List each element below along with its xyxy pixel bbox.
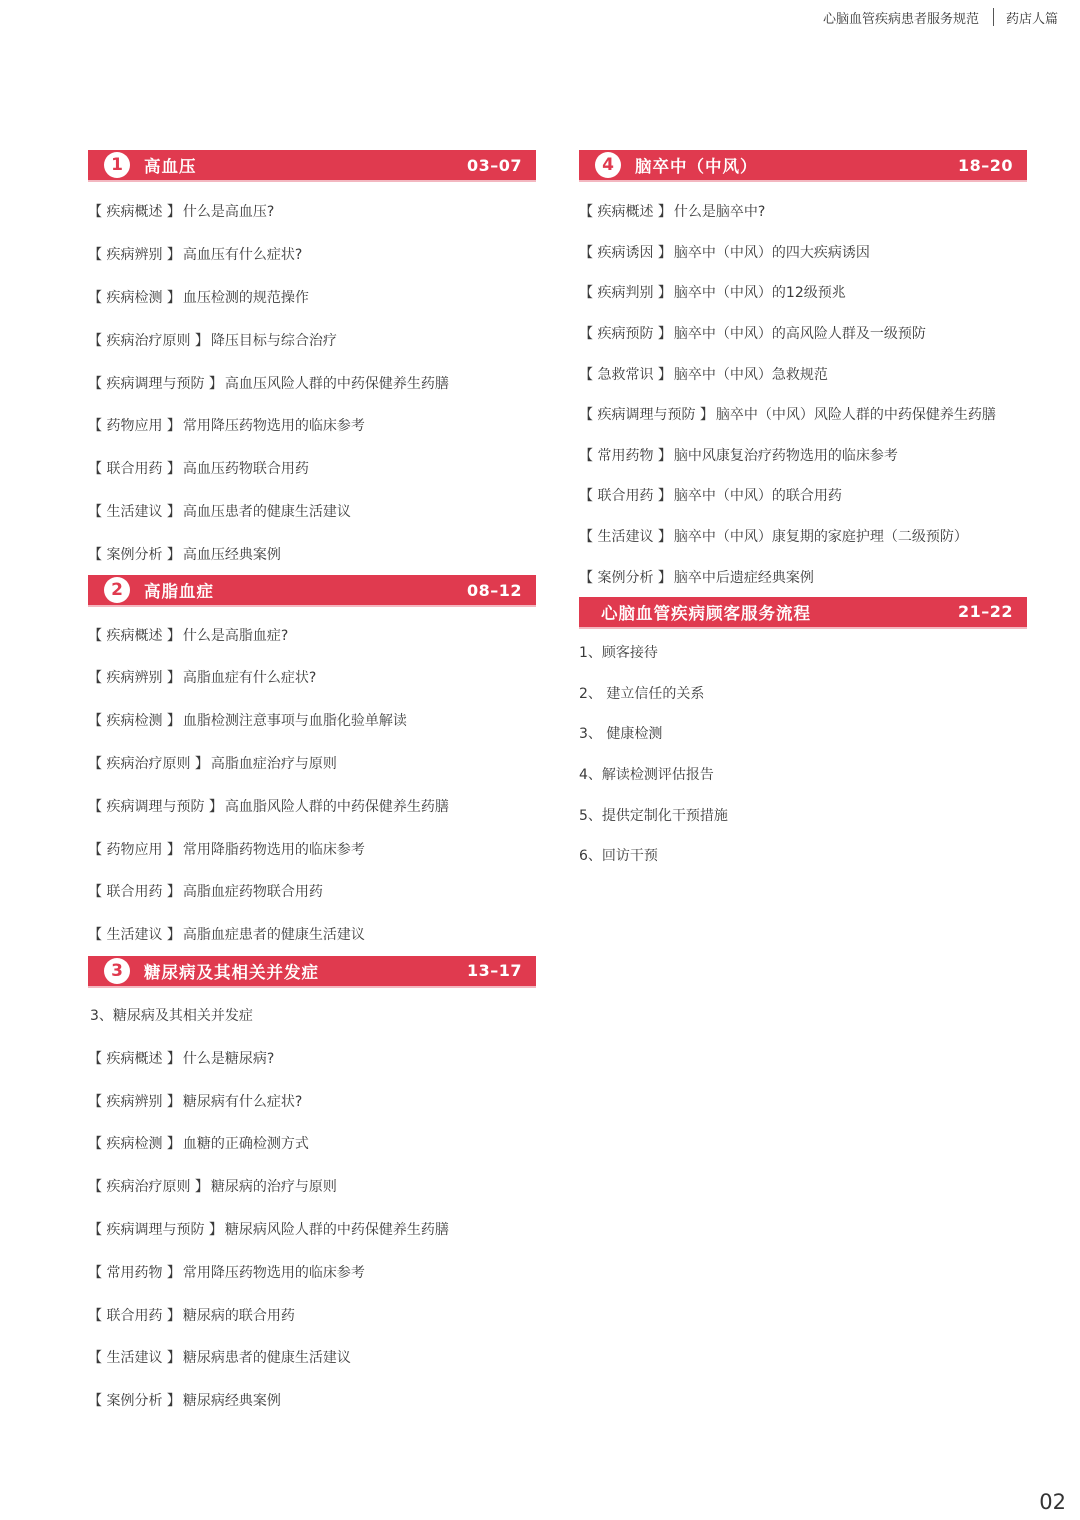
toc-item[interactable]: 【 疾病检测 】 血糖的正确检测方式 [88, 1136, 309, 1153]
toc-item[interactable]: 5、提供定制化干预措施 [579, 807, 728, 824]
section-item-list [579, 182, 1027, 597]
section-item-list [88, 607, 536, 955]
toc-item[interactable]: 【 疾病治疗原则 】 糖尿病的治疗与原则 [88, 1179, 337, 1196]
toc-item[interactable]: 【 疾病治疗原则 】 高脂血症治疗与原则 [88, 755, 337, 772]
toc-item[interactable]: 1、顾客接待 [579, 645, 658, 662]
section-header-service-process[interactable] [579, 597, 1027, 629]
section-number-badge: 4 [595, 152, 621, 178]
section-item-list [88, 988, 536, 1422]
toc-item[interactable]: 【 生活建议 】 脑卒中（中风）康复期的家庭护理（二级预防） [579, 529, 968, 546]
header-doc-title: 心脑血管疾病患者服务规范 [822, 11, 979, 27]
toc-item[interactable]: 【 生活建议 】 糖尿病患者的健康生活建议 [88, 1350, 351, 1367]
toc-item[interactable]: 【 疾病预防 】 脑卒中（中风）的高风险人群及一级预防 [579, 326, 926, 343]
toc-right-column [579, 150, 1027, 876]
section-page-range: 13–17 [466, 961, 522, 981]
section-number-badge: 1 [104, 152, 130, 178]
toc-item[interactable]: 【 药物应用 】 常用降脂药物选用的临床参考 [88, 841, 365, 858]
section-page-range: 03–07 [466, 155, 522, 175]
section-header-diabetes[interactable] [88, 956, 536, 988]
toc-item[interactable]: 【 联合用药 】 高脂血症药物联合用药 [88, 884, 323, 901]
toc-item[interactable]: 【 生活建议 】 高血压患者的健康生活建议 [88, 503, 351, 520]
section-item-list [88, 182, 536, 575]
toc-item[interactable]: 【 疾病辨别 】 高脂血症有什么症状? [88, 670, 317, 687]
toc-item[interactable]: 【 急救常识 】 脑卒中（中风）急救规范 [579, 366, 828, 383]
toc-item[interactable]: 【 疾病调理与预防 】 糖尿病风险人群的中药保健养生药膳 [88, 1221, 449, 1238]
section-header-stroke[interactable] [579, 150, 1027, 182]
toc-item[interactable]: 【 疾病辨别 】 糖尿病有什么症状? [88, 1093, 303, 1110]
section-title: 高血压 [144, 157, 197, 176]
section-number-badge: 2 [104, 577, 130, 603]
toc-item[interactable]: 6、回访干预 [579, 848, 658, 865]
header-divider [993, 8, 994, 26]
toc-item[interactable]: 3、 健康检测 [579, 726, 663, 743]
toc-item[interactable]: 【 联合用药 】 高血压药物联合用药 [88, 461, 309, 478]
toc-item[interactable]: 【 药物应用 】 常用降压药物选用的临床参考 [88, 418, 365, 435]
section-page-range: 08–12 [466, 580, 522, 600]
toc-item[interactable]: 【 疾病辨别 】 高血压有什么症状? [88, 247, 303, 264]
toc-item[interactable]: 【 疾病检测 】 血脂检测注意事项与血脂化验单解读 [88, 713, 407, 730]
toc-item[interactable]: 【 案例分析 】 糖尿病经典案例 [88, 1393, 281, 1410]
toc-item[interactable]: 【 疾病概述 】 什么是糖尿病? [88, 1050, 275, 1067]
section-title: 高脂血症 [144, 582, 214, 602]
page-number: 02 [1039, 1490, 1066, 1514]
section-page-range: 18–20 [957, 155, 1013, 175]
toc-item[interactable]: 【 疾病检测 】 血压检测的规范操作 [88, 289, 309, 306]
section-header-hypertension[interactable] [88, 150, 536, 182]
toc-item[interactable]: 【 常用药物 】 常用降压药物选用的临床参考 [88, 1264, 365, 1281]
toc-item[interactable]: 【 疾病概述 】 什么是高脂血症? [88, 627, 289, 644]
toc-item[interactable]: 【 疾病调理与预防 】 高血脂风险人群的中药保健养生药膳 [88, 798, 449, 815]
toc-item[interactable]: 【 疾病诱因 】 脑卒中（中风）的四大疾病诱因 [579, 244, 870, 261]
toc-item[interactable]: 【 联合用药 】 糖尿病的联合用药 [88, 1307, 295, 1324]
section-title: 糖尿病及其相关并发症 [144, 962, 319, 982]
toc-item[interactable]: 4、解读检测评估报告 [579, 767, 714, 784]
toc-item[interactable]: 【 案例分析 】 脑卒中后遗症经典案例 [579, 569, 814, 586]
section-page-range: 21–22 [957, 602, 1013, 622]
section-header-hyperlipidemia[interactable] [88, 575, 536, 607]
section-title: 心脑血管疾病顾客服务流程 [601, 603, 811, 623]
toc-item[interactable]: 【 疾病概述 】 什么是脑卒中? [579, 204, 766, 221]
section-item-list [579, 629, 1027, 876]
toc-item[interactable]: 【 疾病判别 】 脑卒中（中风）的12级预兆 [579, 285, 846, 302]
toc-item[interactable]: 3、糖尿病及其相关并发症 [90, 1007, 253, 1024]
toc-left-column [88, 150, 536, 1422]
toc-item[interactable]: 【 案例分析 】 高血压经典案例 [88, 546, 281, 563]
toc-item[interactable]: 【 疾病治疗原则 】 降压目标与综合治疗 [88, 332, 337, 349]
header-section-label: 药店人篇 [1005, 11, 1058, 27]
section-title: 脑卒中（中风） [635, 157, 758, 176]
section-number-badge: 3 [104, 958, 130, 984]
toc-item[interactable]: 【 疾病概述 】 什么是高血压? [88, 204, 275, 221]
toc-item[interactable]: 【 疾病调理与预防 】 脑卒中（中风）风险人群的中药保健养生药膳 [579, 407, 996, 424]
toc-item[interactable]: 2、 建立信任的关系 [579, 685, 705, 702]
toc-item[interactable]: 【 联合用药 】 脑卒中（中风）的联合用药 [579, 488, 842, 505]
toc-item[interactable]: 【 疾病调理与预防 】 高血压风险人群的中药保健养生药膳 [88, 375, 449, 392]
toc-item[interactable]: 【 生活建议 】 高脂血症患者的健康生活建议 [88, 927, 365, 944]
toc-item[interactable]: 【 常用药物 】 脑中风康复治疗药物选用的临床参考 [579, 447, 898, 464]
running-header [823, 6, 1058, 28]
